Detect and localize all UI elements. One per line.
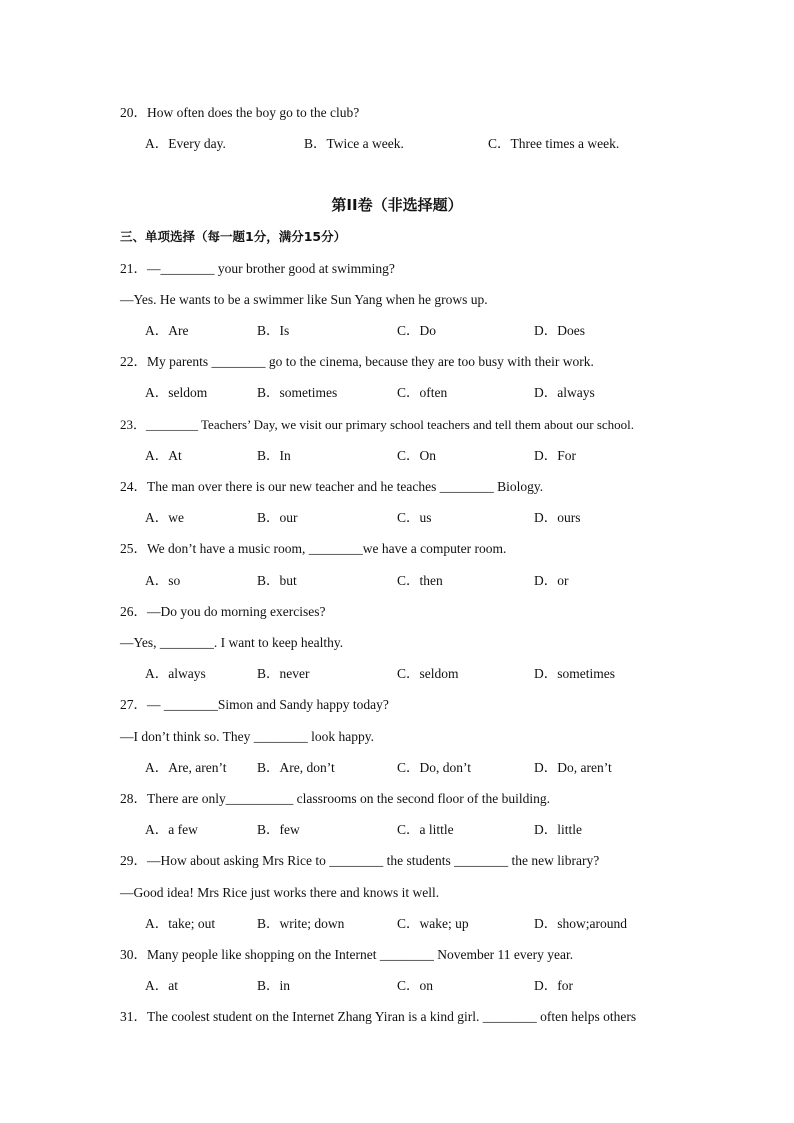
question-26-option-d[interactable]: D．sometimes <box>534 666 615 681</box>
question-28-options <box>145 821 765 839</box>
question-25-option-b[interactable]: B．but <box>257 573 297 588</box>
question-22-option-c[interactable]: C．often <box>397 385 448 400</box>
question-26-reply: —Yes, ________. I want to keep healthy. <box>120 635 344 650</box>
question-23-option-b[interactable]: B．In <box>257 448 291 463</box>
question-28-stem: 28．There are only__________ classrooms on the second floor of the building. <box>120 791 551 806</box>
question-24-option-a[interactable]: A．we <box>145 510 184 525</box>
question-28-option-c[interactable]: C．a little <box>397 822 454 837</box>
question-23-stem: 23．________ Teachers’ Day, we visit our primary school teachers and tell them about our school. <box>120 417 635 432</box>
question-28-option-d[interactable]: D．little <box>534 822 582 837</box>
question-25-option-a[interactable]: A．so <box>145 573 181 588</box>
question-21-option-a[interactable]: A．Are <box>145 323 189 338</box>
question-30-option-d[interactable]: D．for <box>534 978 573 993</box>
question-30-stem: 30．Many people like shopping on the Internet ________ November 11 every year. <box>120 947 574 962</box>
question-26-options <box>145 665 765 683</box>
question-21-option-d[interactable]: D．Does <box>534 323 585 338</box>
question-29-option-a[interactable]: A．take; out <box>145 916 216 931</box>
question-29-option-c[interactable]: C．wake; up <box>397 916 469 931</box>
question-29-option-d[interactable]: D．show;around <box>534 916 627 931</box>
part-2-title: 第II卷（非选择题） <box>331 196 463 214</box>
question-30-options <box>145 977 765 995</box>
question-21-option-c[interactable]: C．Do <box>397 323 437 338</box>
question-23-options <box>145 447 765 465</box>
question-26-stem: 26．—Do you do morning exercises? <box>120 604 326 619</box>
question-21-stem: 21．—________ your brother good at swimming? <box>120 261 395 276</box>
question-27-stem: 27．— ________Simon and Sandy happy today? <box>120 697 389 712</box>
question-24-options <box>145 509 765 527</box>
question-25-options <box>145 572 765 590</box>
question-21-option-b[interactable]: B．Is <box>257 323 290 338</box>
question-22-option-a[interactable]: A．seldom <box>145 385 208 400</box>
question-20-stem: 20．How often does the boy go to the club? <box>120 105 360 120</box>
question-20-option-b[interactable]: B．Twice a week. <box>304 136 404 151</box>
question-27-option-b[interactable]: B．Are, don’t <box>257 760 335 775</box>
question-21-options <box>145 322 765 340</box>
question-23-option-d[interactable]: D．For <box>534 448 577 463</box>
question-28-option-a[interactable]: A．a few <box>145 822 198 837</box>
question-30-option-c[interactable]: C．on <box>397 978 434 993</box>
question-24-stem: 24．The man over there is our new teacher and he teaches ________ Biology. <box>120 479 544 494</box>
question-24-option-d[interactable]: D．ours <box>534 510 581 525</box>
question-26-option-a[interactable]: A．always <box>145 666 206 681</box>
question-20-option-a[interactable]: A．Every day. <box>145 136 226 151</box>
question-29-stem: 29．—How about asking Mrs Rice to ________ the students ________ the new library? <box>120 853 600 868</box>
question-27-option-d[interactable]: D．Do, aren’t <box>534 760 612 775</box>
question-27-reply: —I don’t think so. They ________ look happy. <box>120 729 374 744</box>
question-24-option-b[interactable]: B．our <box>257 510 298 525</box>
question-25-option-c[interactable]: C．then <box>397 573 443 588</box>
question-22-option-d[interactable]: D．always <box>534 385 595 400</box>
question-23-option-c[interactable]: C．On <box>397 448 437 463</box>
section-3-heading: 三、单项选择（每一题1分，满分15分） <box>120 229 347 244</box>
question-30-option-b[interactable]: B．in <box>257 978 291 993</box>
question-22-options <box>145 384 765 402</box>
question-30-option-a[interactable]: A．at <box>145 978 178 993</box>
question-31-stem: 31．The coolest student on the Internet Zhang Yiran is a kind girl. ________ often helps others <box>120 1009 637 1024</box>
question-27-option-c[interactable]: C．Do, don’t <box>397 760 472 775</box>
question-27-option-a[interactable]: A．Are, aren’t <box>145 760 227 775</box>
question-20-option-c[interactable]: C．Three times a week. <box>488 136 620 151</box>
question-29-option-b[interactable]: B．write; down <box>257 916 345 931</box>
question-20-options <box>145 135 765 153</box>
question-21-reply: —Yes. He wants to be a swimmer like Sun Yang when he grows up. <box>120 292 488 307</box>
question-29-reply: —Good idea! Mrs Rice just works there and knows it well. <box>120 885 440 900</box>
question-26-option-c[interactable]: C．seldom <box>397 666 459 681</box>
question-27-options <box>145 759 765 777</box>
question-29-options <box>145 915 765 933</box>
question-22-stem: 22．My parents ________ go to the cinema, because they are too busy with their work. <box>120 354 594 369</box>
question-26-option-b[interactable]: B．never <box>257 666 310 681</box>
question-28-option-b[interactable]: B．few <box>257 822 300 837</box>
question-25-stem: 25．We don’t have a music room, ________we have a computer room. <box>120 541 507 556</box>
question-25-option-d[interactable]: D．or <box>534 573 569 588</box>
question-22-option-b[interactable]: B．sometimes <box>257 385 338 400</box>
question-23-option-a[interactable]: A．At <box>145 448 182 463</box>
question-24-option-c[interactable]: C．us <box>397 510 432 525</box>
